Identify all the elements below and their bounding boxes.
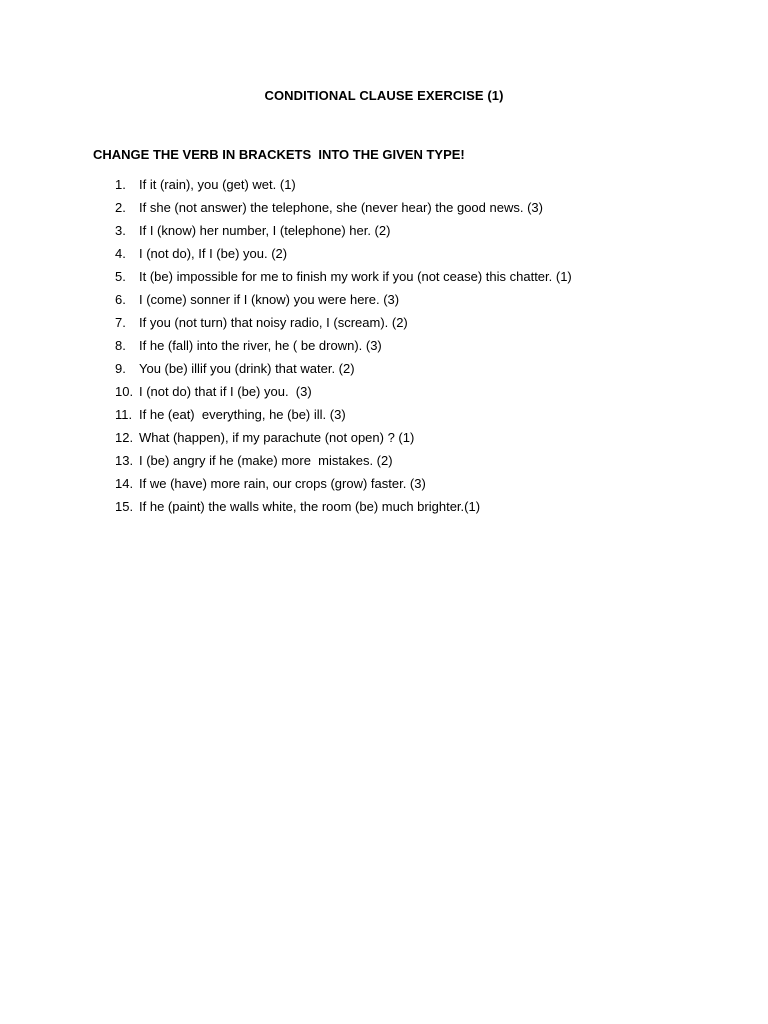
exercise-item-number: 8.	[115, 338, 126, 353]
exercise-item-number: 15.	[115, 499, 134, 514]
exercise-item-number: 9.	[115, 361, 126, 376]
exercise-item-text: If he (paint) the walls white, the room (be) much brighter.(1)	[139, 499, 481, 514]
document-title: CONDITIONAL CLAUSE EXERCISE (1)	[264, 88, 504, 103]
exercise-item-number: 12.	[115, 430, 134, 445]
exercise-item-number: 2.	[115, 200, 126, 215]
exercise-item-number: 1.	[115, 177, 126, 192]
instruction-text: CHANGE THE VERB IN BRACKETS INTO THE GIVEN TYPE!	[93, 147, 465, 162]
exercise-item-text: It (be) impossible for me to finish my work if you (not cease) this chatter. (1)	[139, 269, 572, 284]
exercise-item-text: If he (eat) everything, he (be) ill. (3)	[139, 407, 346, 422]
exercise-item-text: If I (know) her number, I (telephone) her. (2)	[139, 223, 391, 238]
exercise-item-number: 7.	[115, 315, 126, 330]
exercise-item-text: If it (rain), you (get) wet. (1)	[139, 177, 296, 192]
exercise-item-text: I (come) sonner if I (know) you were here. (3)	[139, 292, 400, 307]
exercise-item-number: 14.	[115, 476, 134, 491]
exercise-item-text: You (be) illif you (drink) that water. (2)	[139, 361, 355, 376]
exercise-item-text: If you (not turn) that noisy radio, I (scream). (2)	[139, 315, 408, 330]
exercise-item-text: I (not do), If I (be) you. (2)	[139, 246, 288, 261]
exercise-item-text: If we (have) more rain, our crops (grow) faster. (3)	[139, 476, 426, 491]
exercise-item-text: What (happen), if my parachute (not open) ? (1)	[139, 430, 415, 445]
exercise-item-number: 4.	[115, 246, 126, 261]
exercise-item-text: I (be) angry if he (make) more mistakes. (2)	[139, 453, 393, 468]
exercise-item-text: I (not do) that if I (be) you. (3)	[139, 384, 312, 399]
exercise-item-number: 6.	[115, 292, 126, 307]
exercise-item-number: 5.	[115, 269, 126, 284]
exercise-item-number: 3.	[115, 223, 126, 238]
exercise-item-number: 13.	[115, 453, 134, 468]
exercise-item-text: If she (not answer) the telephone, she (never hear) the good news. (3)	[139, 200, 543, 215]
exercise-item-text: If he (fall) into the river, he ( be drown). (3)	[139, 338, 382, 353]
exercise-item-number: 11.	[115, 407, 133, 422]
exercise-item-number: 10.	[115, 384, 134, 399]
